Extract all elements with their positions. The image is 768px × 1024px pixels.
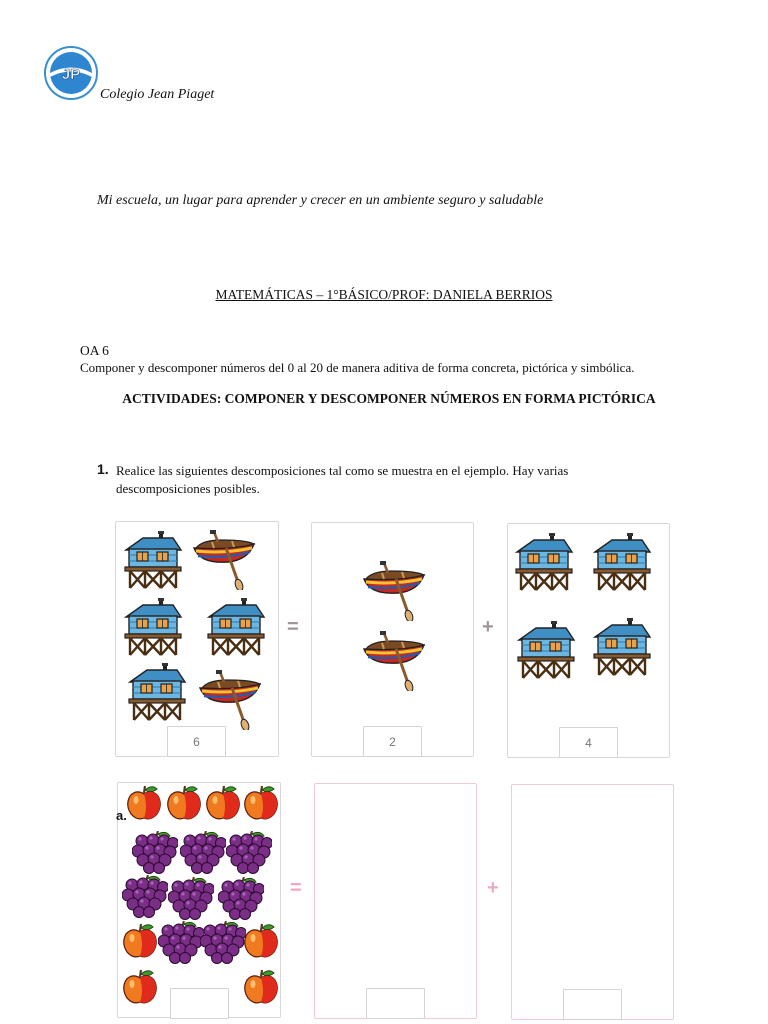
boat-icon <box>362 561 428 621</box>
logo-text: JP <box>61 66 81 83</box>
boat-icon <box>198 670 264 730</box>
exercise-a-part2-answer[interactable] <box>563 989 622 1020</box>
example-part2-answer: 4 <box>559 727 618 758</box>
subject-heading: MATEMÁTICAS – 1°BÁSICO/PROF: DANIELA BERRIOS <box>215 287 553 302</box>
grapes-icon <box>180 831 226 875</box>
boat-icon <box>192 530 258 590</box>
house-icon <box>127 662 187 722</box>
example-part1-box <box>311 522 474 757</box>
school-name: Colegio Jean Piaget <box>100 87 215 102</box>
question-number: 1. <box>97 461 109 477</box>
apple-icon <box>243 923 279 961</box>
exercise-a-equals-sign: = <box>290 877 302 899</box>
apple-icon <box>122 923 158 961</box>
exercise-a-label: a. <box>116 808 127 823</box>
exercise-a-part1-box[interactable] <box>314 783 477 1019</box>
school-logo <box>44 46 98 100</box>
grapes-icon <box>200 921 246 965</box>
grapes-icon <box>158 921 204 965</box>
example-plus-sign: + <box>482 616 494 638</box>
apple-icon <box>205 785 241 823</box>
objective-description: Componer y descomponer números del 0 al 20 de manera aditiva de forma concreta, pictórica y simbólica. <box>80 360 635 375</box>
grapes-icon <box>168 877 214 921</box>
house-icon <box>123 597 183 657</box>
house-icon <box>516 620 576 680</box>
apple-icon <box>122 969 158 1007</box>
grapes-icon <box>218 877 264 921</box>
house-icon <box>206 597 266 657</box>
objective-code: OA 6 <box>80 343 109 358</box>
house-icon <box>514 532 574 592</box>
house-icon <box>123 530 183 590</box>
exercise-a-total-answer[interactable] <box>170 988 229 1019</box>
question-text: Realice las siguientes descomposiciones tal como se muestra en el ejemplo. Hay varias descomposiciones posibles. <box>116 463 569 496</box>
school-motto: Mi escuela, un lugar para aprender y crecer en un ambiente seguro y saludable <box>97 193 544 208</box>
example-total-box <box>115 521 279 757</box>
apple-icon <box>126 785 162 823</box>
exercise-a-plus-sign: + <box>487 877 499 899</box>
exercise-a-part1-answer[interactable] <box>366 988 425 1019</box>
boat-icon <box>362 631 428 691</box>
apple-icon <box>166 785 202 823</box>
activities-title: ACTIVIDADES: COMPONER Y DESCOMPONER NÚMEROS EN FORMA PICTÓRICA <box>122 391 656 406</box>
house-icon <box>592 617 652 677</box>
apple-icon <box>243 969 279 1007</box>
example-equals-sign: = <box>287 616 299 638</box>
example-part1-answer: 2 <box>363 726 422 757</box>
grapes-icon <box>132 831 178 875</box>
house-icon <box>592 532 652 592</box>
grapes-icon <box>226 831 272 875</box>
exercise-a-total-box <box>117 782 281 1018</box>
example-part2-box <box>507 523 670 758</box>
grapes-icon <box>122 875 168 919</box>
apple-icon <box>243 785 279 823</box>
example-total-answer: 6 <box>167 726 226 757</box>
exercise-a-part2-box[interactable] <box>511 784 674 1020</box>
